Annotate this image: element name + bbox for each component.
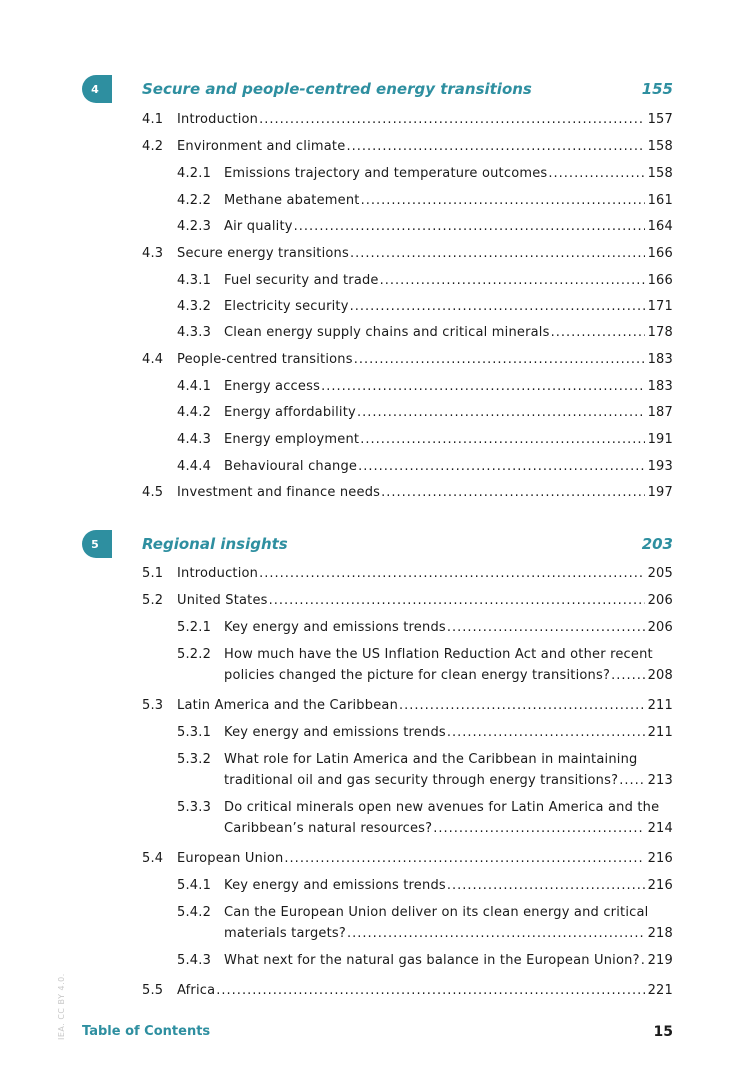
toc-entry-page: 214 bbox=[647, 821, 673, 836]
toc-entry-number: 5.5 bbox=[142, 983, 164, 998]
chapter-page-number: 155 bbox=[641, 80, 673, 98]
toc-entry-page: 164 bbox=[647, 219, 673, 234]
toc-entry[interactable] bbox=[177, 618, 673, 637]
toc-entry-title: People-centred transitions bbox=[177, 352, 353, 367]
toc-entry-number: 4.3.2 bbox=[177, 299, 212, 314]
toc-entry[interactable] bbox=[142, 981, 673, 1000]
toc-entry-title: Latin America and the Caribbean bbox=[177, 698, 399, 713]
dot-leader bbox=[447, 723, 645, 742]
toc-entry[interactable] bbox=[177, 903, 673, 943]
toc-entry-title: Electricity security bbox=[224, 299, 349, 314]
toc-entry[interactable] bbox=[142, 591, 673, 610]
toc-entry-title: Energy employment bbox=[224, 432, 360, 447]
toc-entry[interactable] bbox=[142, 137, 673, 156]
toc-entry[interactable] bbox=[177, 645, 673, 685]
toc-entry-number: 4.2 bbox=[142, 139, 164, 154]
toc-entry-title: Key energy and emissions trends bbox=[224, 725, 446, 740]
dot-leader bbox=[346, 137, 645, 156]
toc-entry-page: 171 bbox=[647, 299, 673, 314]
chapter-title[interactable]: Regional insights bbox=[142, 535, 288, 553]
toc-entry-number: 5.4.2 bbox=[177, 905, 212, 920]
toc-entry-number: 5.3.3 bbox=[177, 800, 212, 815]
dot-leader bbox=[269, 591, 645, 610]
toc-entry[interactable] bbox=[177, 297, 673, 316]
toc-entry[interactable] bbox=[177, 723, 673, 742]
toc-entry-page: 183 bbox=[647, 352, 673, 367]
toc-entry-number: 4.4.1 bbox=[177, 379, 212, 394]
toc-entry[interactable] bbox=[142, 483, 673, 502]
toc-entry-page: 166 bbox=[647, 273, 673, 288]
toc-entry[interactable] bbox=[142, 696, 673, 715]
dot-leader bbox=[354, 350, 645, 369]
toc-entry-page: 205 bbox=[647, 566, 673, 581]
chapter-title[interactable]: Secure and people-centred energy transitions bbox=[142, 80, 532, 98]
dot-leader bbox=[399, 696, 645, 715]
toc-entry-number: 5.3 bbox=[142, 698, 164, 713]
toc-entry-page: 218 bbox=[647, 926, 673, 941]
dot-leader bbox=[216, 981, 645, 1000]
chapter-number-badge: 5 bbox=[82, 530, 112, 558]
toc-entry-title: Introduction bbox=[177, 566, 259, 581]
toc-entry-title: Emissions trajectory and temperature outcomes bbox=[224, 166, 548, 181]
license-watermark: IEA. CC BY 4.0. bbox=[57, 973, 66, 1040]
toc-entry[interactable] bbox=[177, 430, 673, 449]
toc-entry-page: 183 bbox=[647, 379, 673, 394]
toc-entry-title: Air quality bbox=[224, 219, 293, 234]
toc-entry-title: Energy access bbox=[224, 379, 321, 394]
toc-entry-page: 219 bbox=[647, 953, 673, 968]
toc-entry-title: Methane abatement bbox=[224, 193, 360, 208]
dot-leader bbox=[641, 951, 645, 970]
toc-entry-page: 216 bbox=[647, 851, 673, 866]
toc-entry[interactable] bbox=[177, 951, 673, 970]
toc-entry-title: Fuel security and trade bbox=[224, 273, 379, 288]
toc-entry-page: 206 bbox=[647, 593, 673, 608]
toc-entry-page: 158 bbox=[647, 166, 673, 181]
toc-entry-page: 206 bbox=[647, 620, 673, 635]
toc-entry-number: 4.2.2 bbox=[177, 193, 212, 208]
toc-entry-number: 5.4.3 bbox=[177, 953, 212, 968]
dot-leader bbox=[381, 483, 645, 502]
footer-page-number: 15 bbox=[653, 1024, 673, 1040]
toc-entry-page: 187 bbox=[647, 405, 673, 420]
toc-entry-number: 4.2.3 bbox=[177, 219, 212, 234]
toc-entry-title: Environment and climate bbox=[177, 139, 346, 154]
toc-entry-title: policies changed the picture for clean energy transitions? bbox=[224, 668, 611, 683]
toc-entry-title: Clean energy supply chains and critical minerals bbox=[224, 325, 550, 340]
toc-entry[interactable] bbox=[177, 191, 673, 210]
toc-entry-title: Introduction bbox=[177, 112, 259, 127]
toc-entry-title: Key energy and emissions trends bbox=[224, 620, 446, 635]
toc-entry-title: What next for the natural gas balance in the European Union? bbox=[224, 953, 640, 968]
toc-entry-title: How much have the US Inflation Reduction Act and other recent bbox=[224, 647, 653, 662]
toc-entry-number: 4.3.3 bbox=[177, 325, 212, 340]
dot-leader bbox=[321, 377, 645, 396]
toc-entry-number: 5.2 bbox=[142, 593, 164, 608]
toc-entry-number: 4.4 bbox=[142, 352, 164, 367]
toc-entry[interactable] bbox=[177, 457, 673, 476]
dot-leader bbox=[433, 819, 645, 838]
dot-leader bbox=[551, 323, 645, 342]
toc-entry[interactable] bbox=[142, 244, 673, 263]
toc-entry[interactable] bbox=[177, 217, 673, 236]
toc-entry-number: 4.4.4 bbox=[177, 459, 212, 474]
dot-leader bbox=[350, 244, 645, 263]
toc-entry[interactable] bbox=[177, 403, 673, 422]
dot-leader bbox=[447, 876, 645, 895]
toc-entry-number: 4.4.3 bbox=[177, 432, 212, 447]
dot-leader bbox=[358, 457, 645, 476]
dot-leader bbox=[447, 618, 645, 637]
toc-entry-title: Secure energy transitions bbox=[177, 246, 349, 261]
toc-entry-title: United States bbox=[177, 593, 268, 608]
toc-entry-page: 216 bbox=[647, 878, 673, 893]
toc-entry-title: European Union bbox=[177, 851, 284, 866]
toc-entry-title: Behavioural change bbox=[224, 459, 358, 474]
toc-entry-page: 211 bbox=[647, 725, 673, 740]
toc-entry-number: 4.3.1 bbox=[177, 273, 212, 288]
toc-entry-page: 197 bbox=[647, 485, 673, 500]
dot-leader bbox=[347, 924, 645, 943]
dot-leader bbox=[360, 430, 645, 449]
dot-leader bbox=[357, 403, 645, 422]
toc-entry-title: What role for Latin America and the Caribbean in maintaining bbox=[224, 752, 638, 767]
dot-leader bbox=[294, 217, 645, 236]
dot-leader bbox=[284, 849, 645, 868]
toc-entry-number: 5.3.2 bbox=[177, 752, 212, 767]
dot-leader bbox=[350, 297, 645, 316]
toc-entry-number: 5.1 bbox=[142, 566, 164, 581]
toc-entry-title: materials targets? bbox=[224, 926, 346, 941]
toc-entry[interactable] bbox=[177, 377, 673, 396]
toc-entry-number: 5.2.2 bbox=[177, 647, 212, 662]
toc-entry[interactable] bbox=[177, 323, 673, 342]
toc-entry-number: 5.2.1 bbox=[177, 620, 212, 635]
dot-leader bbox=[259, 564, 645, 583]
toc-entry-number: 4.2.1 bbox=[177, 166, 212, 181]
toc-entry-page: 191 bbox=[647, 432, 673, 447]
toc-entry-page: 211 bbox=[647, 698, 673, 713]
toc-entry[interactable] bbox=[142, 350, 673, 369]
toc-entry-title: Key energy and emissions trends bbox=[224, 878, 446, 893]
toc-entry-page: 208 bbox=[647, 668, 673, 683]
dot-leader bbox=[380, 271, 645, 290]
toc-entry-title: Africa bbox=[177, 983, 216, 998]
dot-leader bbox=[361, 191, 645, 210]
chapter-number-badge: 4 bbox=[82, 75, 112, 103]
toc-entry-title: Caribbean’s natural resources? bbox=[224, 821, 433, 836]
toc-entry-number: 4.1 bbox=[142, 112, 164, 127]
dot-leader bbox=[259, 110, 645, 129]
dot-leader bbox=[619, 771, 645, 790]
toc-entry-number: 5.4 bbox=[142, 851, 164, 866]
toc-entry-page: 161 bbox=[647, 193, 673, 208]
toc-entry-number: 5.3.1 bbox=[177, 725, 212, 740]
toc-entry-number: 4.5 bbox=[142, 485, 164, 500]
toc-entry[interactable] bbox=[142, 110, 673, 129]
toc-entry[interactable] bbox=[177, 876, 673, 895]
footer-section-label: Table of Contents bbox=[82, 1024, 211, 1039]
toc-entry-number: 4.3 bbox=[142, 246, 164, 261]
toc-entry-title: Do critical minerals open new avenues for Latin America and the bbox=[224, 800, 660, 815]
toc-entry[interactable] bbox=[142, 564, 673, 583]
toc-entry-title: Investment and finance needs bbox=[177, 485, 381, 500]
toc-entry-number: 5.4.1 bbox=[177, 878, 212, 893]
toc-entry-title: traditional oil and gas security through energy transitions? bbox=[224, 773, 619, 788]
toc-entry-page: 178 bbox=[647, 325, 673, 340]
toc-entry-number: 4.4.2 bbox=[177, 405, 212, 420]
toc-entry[interactable] bbox=[177, 164, 673, 183]
toc-entry[interactable] bbox=[142, 849, 673, 868]
toc-entry-page: 166 bbox=[647, 246, 673, 261]
toc-entry-page: 221 bbox=[647, 983, 673, 998]
toc-entry-page: 157 bbox=[647, 112, 673, 127]
toc-entry[interactable] bbox=[177, 798, 673, 838]
toc-entry-page: 213 bbox=[647, 773, 673, 788]
toc-entry[interactable] bbox=[177, 750, 673, 790]
chapter-page-number: 203 bbox=[641, 535, 673, 553]
toc-entry-title: Can the European Union deliver on its clean energy and critical bbox=[224, 905, 649, 920]
dot-leader bbox=[548, 164, 645, 183]
toc-entry[interactable] bbox=[177, 271, 673, 290]
toc-entry-page: 158 bbox=[647, 139, 673, 154]
toc-entry-title: Energy affordability bbox=[224, 405, 356, 420]
toc-entry-page: 193 bbox=[647, 459, 673, 474]
dot-leader bbox=[611, 666, 645, 685]
